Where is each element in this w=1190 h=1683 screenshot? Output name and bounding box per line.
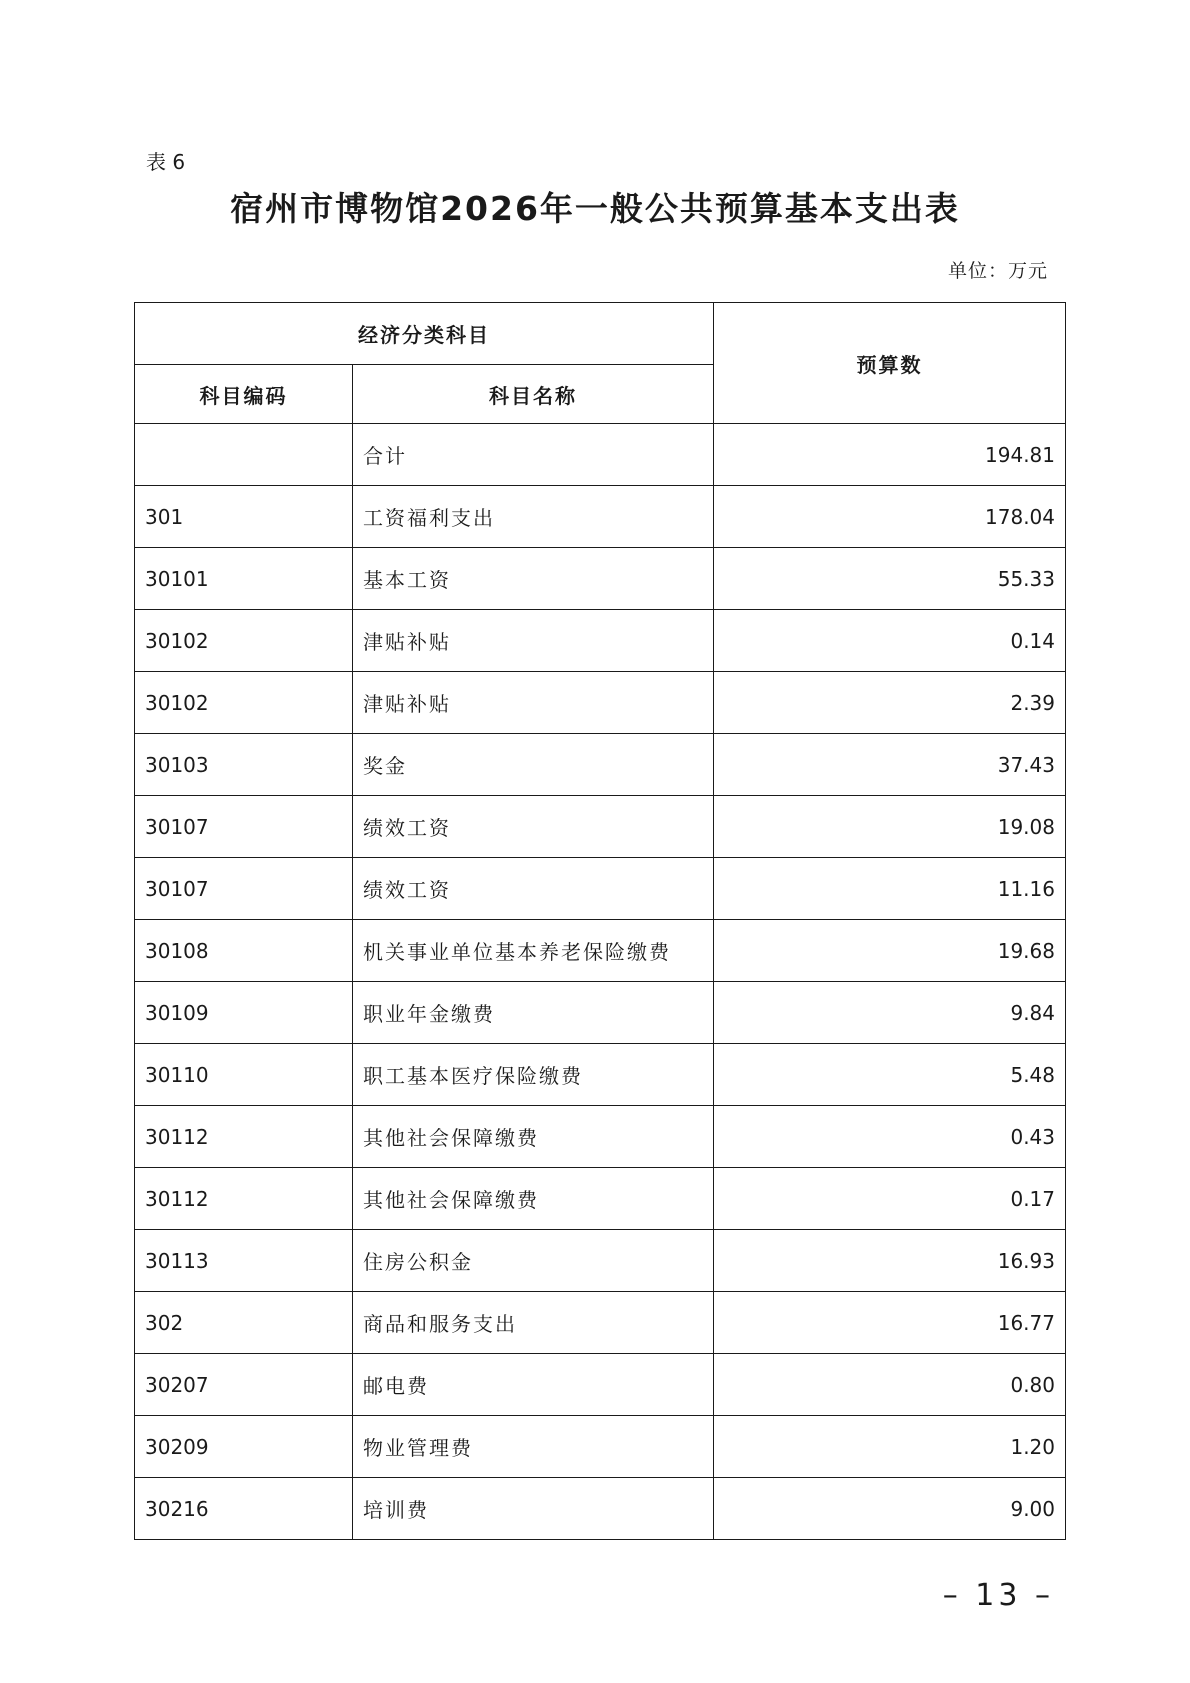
code-cell: 30107 bbox=[135, 858, 353, 920]
code-cell: 30109 bbox=[135, 982, 353, 1044]
page-number: – 13 – bbox=[942, 1578, 1054, 1613]
amount-cell: 0.14 bbox=[714, 610, 1066, 672]
name-cell: 机关事业单位基本养老保险缴费 bbox=[353, 920, 714, 982]
amount-header: 预算数 bbox=[714, 303, 1066, 424]
amount-cell: 16.77 bbox=[714, 1292, 1066, 1354]
code-cell: 301 bbox=[135, 486, 353, 548]
unit-label: 单位：万元 bbox=[947, 260, 1048, 282]
amount-cell: 11.16 bbox=[714, 858, 1066, 920]
table-body bbox=[135, 424, 1066, 1540]
name-cell: 商品和服务支出 bbox=[353, 1292, 714, 1354]
table-number: 表 6 bbox=[146, 150, 186, 174]
table-row bbox=[135, 1168, 1066, 1230]
name-cell: 职工基本医疗保险缴费 bbox=[353, 1044, 714, 1106]
page-title: 宿州市博物馆2026年一般公共预算基本支出表 bbox=[230, 189, 960, 228]
code-header: 科目编码 bbox=[135, 365, 353, 424]
table-row bbox=[135, 1416, 1066, 1478]
code-cell: 30102 bbox=[135, 610, 353, 672]
name-cell: 合计 bbox=[353, 424, 714, 486]
name-cell: 工资福利支出 bbox=[353, 486, 714, 548]
name-cell: 物业管理费 bbox=[353, 1416, 714, 1478]
budget-table bbox=[134, 302, 1066, 1540]
amount-cell: 1.20 bbox=[714, 1416, 1066, 1478]
table-row bbox=[135, 1106, 1066, 1168]
code-cell: 30102 bbox=[135, 672, 353, 734]
name-cell: 其他社会保障缴费 bbox=[353, 1106, 714, 1168]
name-cell: 培训费 bbox=[353, 1478, 714, 1540]
code-cell: 30103 bbox=[135, 734, 353, 796]
code-cell: 30110 bbox=[135, 1044, 353, 1106]
code-cell: 30209 bbox=[135, 1416, 353, 1478]
table-row bbox=[135, 672, 1066, 734]
amount-cell: 5.48 bbox=[714, 1044, 1066, 1106]
amount-cell: 0.43 bbox=[714, 1106, 1066, 1168]
code-cell: 30101 bbox=[135, 548, 353, 610]
table-row bbox=[135, 1044, 1066, 1106]
table-row bbox=[135, 1230, 1066, 1292]
header-row-group bbox=[135, 303, 1066, 365]
code-cell: 30216 bbox=[135, 1478, 353, 1540]
name-cell: 住房公积金 bbox=[353, 1230, 714, 1292]
group-header: 经济分类科目 bbox=[135, 303, 714, 365]
name-cell: 职业年金缴费 bbox=[353, 982, 714, 1044]
amount-cell: 2.39 bbox=[714, 672, 1066, 734]
table-row bbox=[135, 920, 1066, 982]
name-cell: 奖金 bbox=[353, 734, 714, 796]
code-cell: 30112 bbox=[135, 1106, 353, 1168]
table-row bbox=[135, 1354, 1066, 1416]
code-cell bbox=[135, 424, 353, 486]
table-row bbox=[135, 858, 1066, 920]
amount-cell: 9.84 bbox=[714, 982, 1066, 1044]
code-cell: 30107 bbox=[135, 796, 353, 858]
amount-cell: 0.80 bbox=[714, 1354, 1066, 1416]
amount-cell: 194.81 bbox=[714, 424, 1066, 486]
amount-cell: 37.43 bbox=[714, 734, 1066, 796]
amount-cell: 19.08 bbox=[714, 796, 1066, 858]
amount-cell: 19.68 bbox=[714, 920, 1066, 982]
table-row bbox=[135, 1292, 1066, 1354]
name-cell: 基本工资 bbox=[353, 548, 714, 610]
table-row bbox=[135, 734, 1066, 796]
code-cell: 302 bbox=[135, 1292, 353, 1354]
code-cell: 30207 bbox=[135, 1354, 353, 1416]
code-cell: 30112 bbox=[135, 1168, 353, 1230]
table-row bbox=[135, 424, 1066, 486]
table-row bbox=[135, 1478, 1066, 1540]
name-cell: 邮电费 bbox=[353, 1354, 714, 1416]
name-cell: 津贴补贴 bbox=[353, 672, 714, 734]
table-row bbox=[135, 796, 1066, 858]
name-cell: 津贴补贴 bbox=[353, 610, 714, 672]
name-header: 科目名称 bbox=[353, 365, 714, 424]
code-cell: 30108 bbox=[135, 920, 353, 982]
name-cell: 绩效工资 bbox=[353, 796, 714, 858]
name-cell: 绩效工资 bbox=[353, 858, 714, 920]
table-row bbox=[135, 982, 1066, 1044]
code-cell: 30113 bbox=[135, 1230, 353, 1292]
amount-cell: 178.04 bbox=[714, 486, 1066, 548]
name-cell: 其他社会保障缴费 bbox=[353, 1168, 714, 1230]
amount-cell: 16.93 bbox=[714, 1230, 1066, 1292]
table-row bbox=[135, 486, 1066, 548]
table-row bbox=[135, 610, 1066, 672]
amount-cell: 9.00 bbox=[714, 1478, 1066, 1540]
amount-cell: 0.17 bbox=[714, 1168, 1066, 1230]
table-row bbox=[135, 548, 1066, 610]
amount-cell: 55.33 bbox=[714, 548, 1066, 610]
